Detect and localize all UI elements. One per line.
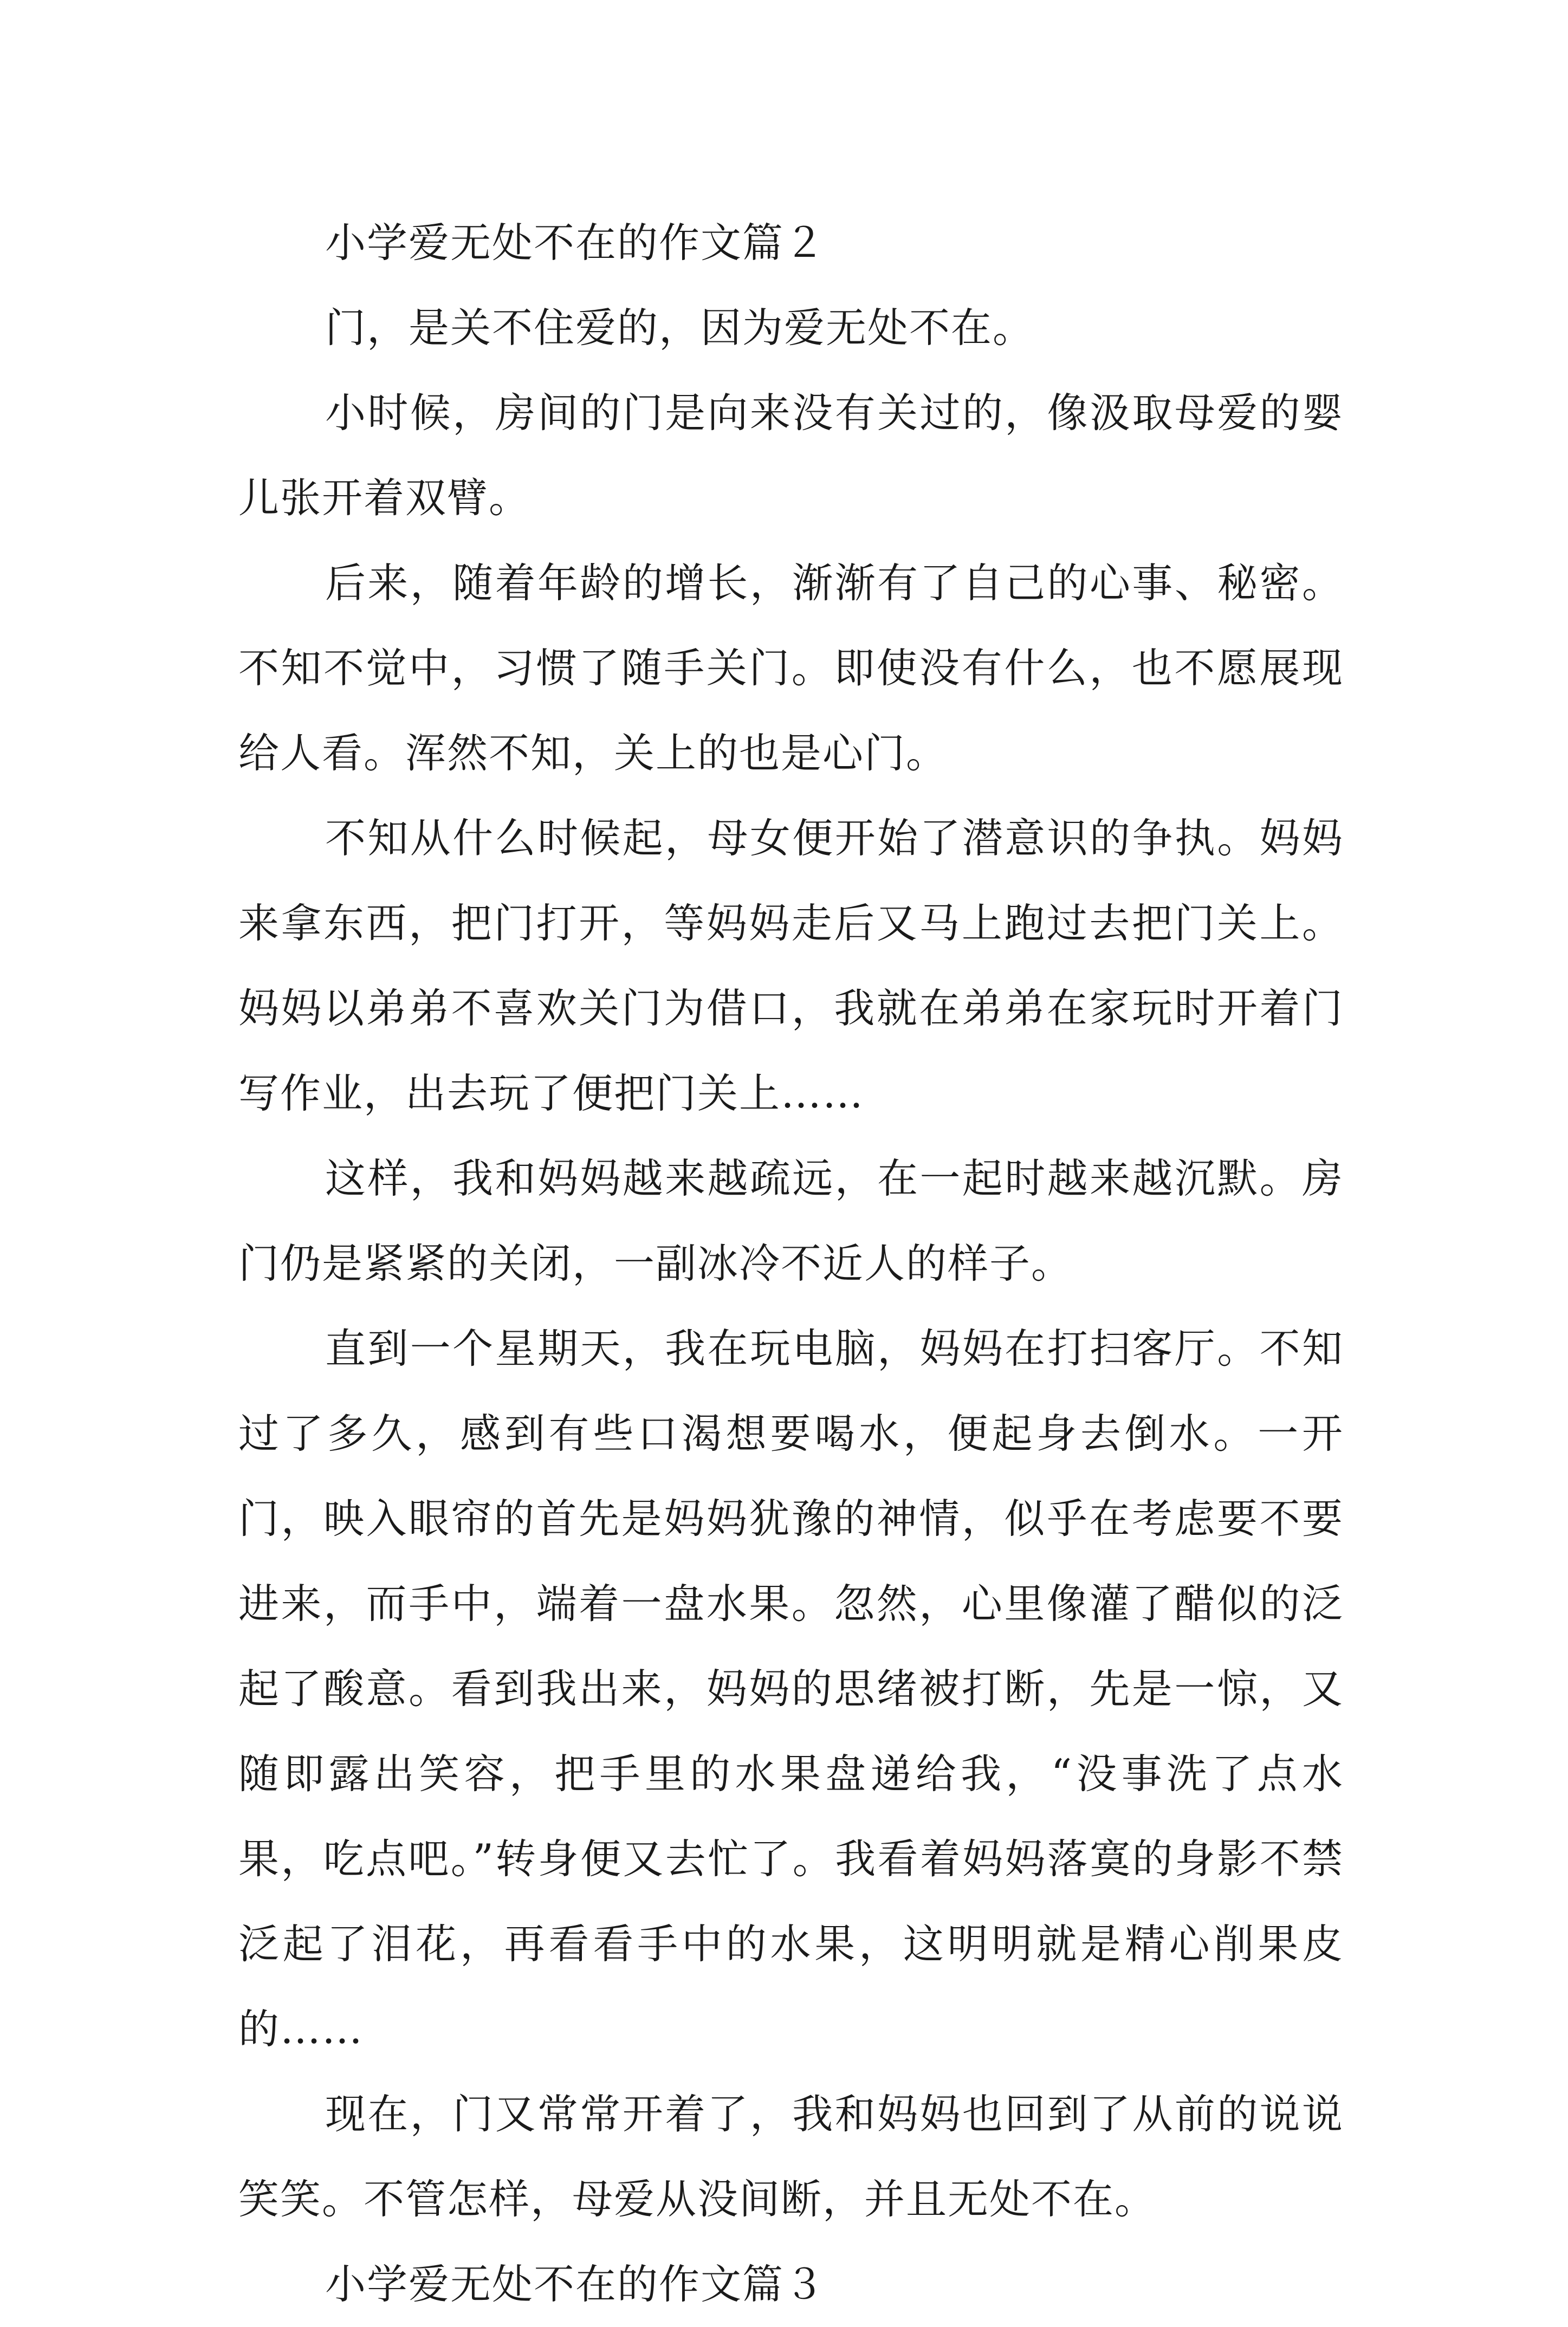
- paragraph: 后来，随着年龄的增长，渐渐有了自己的心事、秘密。不知不觉中，习惯了随手关门。即使没有什么，也不愿展现给人看。浑然不知，关上的也是心门。: [238, 559, 1344, 777]
- section-heading-2: 小学爱无处不在的作文篇２: [325, 219, 826, 267]
- paragraph: 现在，门又常常开着了，我和妈妈也回到了从前的说说笑笑。不管怎样，母爱从没间断，并且无处不在。: [238, 2090, 1344, 2223]
- paragraph: 小时候，房间的门是向来没有关过的，像汲取母爱的婴儿张开着双臂。: [238, 389, 1344, 522]
- paragraph: 不知从什么时候起，母女便开始了潜意识的争执。妈妈来拿东西，把门打开，等妈妈走后又马上跑过去把门关上。妈妈以弟弟不喜欢关门为借口，我就在弟弟在家玩时开着门写作业，出去玩了便把门关上……: [238, 814, 1344, 1117]
- document-body: [238, 200, 1344, 2327]
- paragraph: 直到一个星期天，我在玩电脑，妈妈在打扫客厅。不知过了多久，感到有些口渴想要喝水，便起身去倒水。一开门，映入眼帘的首先是妈妈犹豫的神情，似乎在考虑要不要进来，而手中，端着一盘水果。忽然，心里像灌了醋似的泛起了酸意。看到我出来，妈妈的思绪被打断，先是一惊，又随即露出笑容，把手里的水果盘递给我，“没事洗了点水果，吃点吧。”转身便又去忙了。我看着妈妈落寞的身影不禁泛起了泪花，再看看手中的水果，这明明就是精心削果皮的……: [238, 1325, 1344, 2053]
- paragraph: 门，是关不住爱的，因为爱无处不在。: [325, 304, 1035, 352]
- section-heading-3: 小学爱无处不在的作文篇３: [325, 2260, 826, 2308]
- paragraph: 这样，我和妈妈越来越疏远，在一起时越来越沉默。房门仍是紧紧的关闭，一副冰冷不近人的样子。: [238, 1155, 1344, 1287]
